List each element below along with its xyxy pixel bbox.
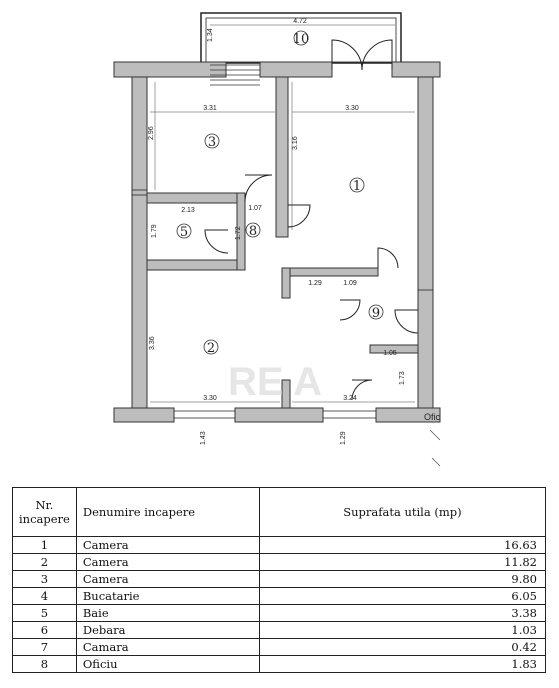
dim-bottom-right-width: 3.24 [343, 395, 357, 402]
dim-hall-2: 1.05 [383, 350, 397, 357]
room-number-1: 1 [352, 179, 362, 194]
cell-name: Camera [76, 554, 259, 571]
table-row [13, 622, 546, 639]
cell-name: Debara [76, 622, 259, 639]
cell-nr: 6 [13, 622, 77, 639]
table-row [13, 656, 546, 673]
cell-name: Oficiu [76, 656, 259, 673]
dim-room1-depth: 3.16 [292, 136, 299, 150]
dim-bottom-right-ext: 1.29 [340, 431, 347, 445]
cell-name: Camera [76, 537, 259, 554]
cell-name: Camara [76, 639, 259, 656]
dim-bath-depth: 1.79 [151, 224, 158, 238]
dim-room2-width: 3.30 [203, 395, 217, 402]
header-nr: Nr. incapere [13, 488, 77, 537]
cell-nr: 4 [13, 588, 77, 605]
cell-name: Baie [76, 605, 259, 622]
corner-marks [430, 430, 440, 466]
room-number-5: 5 [179, 225, 189, 240]
wall-top-right [392, 62, 440, 77]
dim-bottom-left-ext: 1.43 [200, 431, 207, 445]
cell-name: Camera [76, 571, 259, 588]
wall-interior-h1 [147, 193, 237, 203]
cell-nr: 7 [13, 639, 77, 656]
cell-area: 1.83 [259, 656, 545, 673]
cell-nr: 3 [13, 571, 77, 588]
dim-room2-depth: 3.36 [149, 336, 156, 350]
wall-right [418, 77, 433, 422]
header-area: Suprafata utila (mp) [259, 488, 545, 537]
dim-room3-width: 3.31 [203, 105, 217, 112]
room-number-3: 3 [207, 135, 217, 150]
table-row [13, 571, 546, 588]
cell-area: 11.82 [259, 554, 545, 571]
dim-hall-width: 1.07 [248, 205, 262, 212]
cell-nr: 1 [13, 537, 77, 554]
dim-room1-width: 3.30 [345, 105, 359, 112]
table-row [13, 588, 546, 605]
wall-interior-h2 [147, 260, 237, 270]
wall-interior-v1 [276, 77, 288, 237]
dim-room3-depth: 2.96 [148, 126, 155, 140]
room-number-10: 10 [292, 32, 310, 47]
room-area-table [12, 487, 546, 673]
cell-area: 6.05 [259, 588, 545, 605]
dim-pantry-2: 1.09 [343, 280, 357, 287]
table-row [13, 605, 546, 622]
dim-office-depth: 1.72 [235, 226, 242, 240]
wall-top-left [114, 62, 226, 77]
dim-pantry-1: 1.29 [308, 280, 322, 287]
cell-nr: 2 [13, 554, 77, 571]
wall-left [132, 77, 147, 422]
cell-area: 16.63 [259, 537, 545, 554]
table-row [13, 554, 546, 571]
table-row [13, 639, 546, 656]
room-number-9: 9 [371, 306, 381, 321]
corner-label: Ofic [424, 412, 441, 422]
cell-area: 1.03 [259, 622, 545, 639]
room-number-8: 8 [248, 224, 258, 239]
wall-interior-v3 [282, 268, 290, 298]
dim-bath-width: 2.13 [181, 207, 195, 214]
wall-top-mid [260, 62, 332, 77]
dim-balcony-depth: 1.34 [207, 28, 214, 42]
wall-interior-h3 [288, 268, 378, 276]
cell-name: Bucatarie [76, 588, 259, 605]
cell-nr: 8 [13, 656, 77, 673]
room-number-2: 2 [206, 341, 216, 356]
wall-bottom-left [114, 408, 174, 422]
wall-bottom-mid [235, 408, 323, 422]
cell-nr: 5 [13, 605, 77, 622]
cell-area: 0.42 [259, 639, 545, 656]
watermark: RE A [227, 360, 323, 404]
dim-balcony-width: 4.72 [293, 18, 307, 25]
dim-hall-3: 1.73 [399, 371, 406, 385]
table-header-row [13, 488, 546, 537]
header-name: Denumire incapere [76, 488, 259, 537]
cell-area: 9.80 [259, 571, 545, 588]
table-row [13, 537, 546, 554]
cell-area: 3.38 [259, 605, 545, 622]
